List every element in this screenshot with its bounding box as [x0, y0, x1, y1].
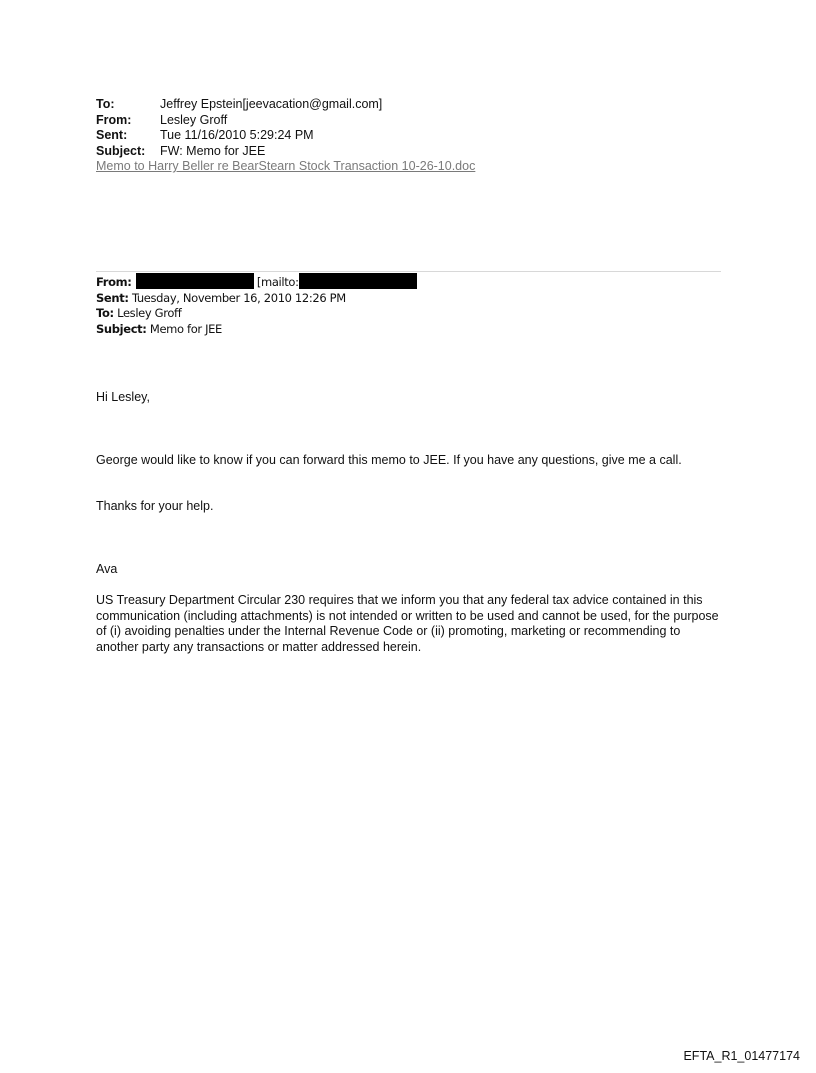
- sent-row: [96, 128, 475, 144]
- sent-value: Tue 11/16/2010 5:29:24 PM: [160, 128, 314, 142]
- fwd-sent-value: Tuesday, November 16, 2010 12:26 PM: [131, 290, 346, 305]
- fwd-to-label: To:: [96, 306, 114, 320]
- fwd-subject-label: Subject:: [96, 321, 147, 336]
- message-paragraph: George would like to know if you can forward this memo to JEE. If you have any questions, give me a call.: [96, 453, 682, 467]
- fwd-subject-row: [96, 322, 417, 338]
- attachment-link[interactable]: Memo to Harry Beller re BearStearn Stock Transaction 10-26-10.doc: [96, 159, 476, 173]
- fwd-from-label: From:: [96, 275, 132, 289]
- signature-text: Ava: [96, 562, 118, 576]
- from-value: Lesley Groff: [160, 112, 228, 127]
- fwd-sent-row: [96, 291, 417, 307]
- from-row: [96, 113, 475, 129]
- from-label: From:: [96, 112, 132, 127]
- sent-label: Sent:: [96, 128, 128, 142]
- fwd-sent-label: Sent:: [96, 290, 129, 305]
- document-id: EFTA_R1_01477174: [683, 1049, 800, 1063]
- fwd-from-row: [96, 273, 417, 291]
- greeting-text: Hi Lesley,: [96, 390, 150, 404]
- to-label: To:: [96, 97, 115, 111]
- disclaimer-paragraph: US Treasury Department Circular 230 requires that we inform you that any federal tax advice contained in this communication (including attachments) is not intended or written to be used and cannot be used, for the purpose of (i) avoiding penalties under the Internal Revenue Code or (ii) promoting, marketing or recommending to another party any transactions or matter addressed herein.: [96, 593, 719, 654]
- thanks-text: Thanks for your help.: [96, 499, 214, 513]
- fwd-to-value: Lesley Groff: [117, 306, 182, 320]
- to-row: [96, 97, 475, 113]
- forwarded-header: [96, 273, 417, 337]
- redaction-block: [136, 273, 254, 289]
- to-value: Jeffrey Epstein[jeevacation@gmail.com]: [160, 97, 383, 111]
- fwd-to-row: [96, 306, 417, 322]
- subject-row: [96, 144, 475, 160]
- fwd-mailto-text: [mailto:: [256, 275, 299, 289]
- subject-label: Subject:: [96, 143, 146, 158]
- redaction-block: [299, 273, 417, 289]
- subject-value: FW: Memo for JEE: [160, 143, 266, 158]
- email-header: [96, 97, 475, 175]
- forward-divider: [96, 271, 721, 272]
- fwd-subject-value: Memo for JEE: [149, 321, 222, 336]
